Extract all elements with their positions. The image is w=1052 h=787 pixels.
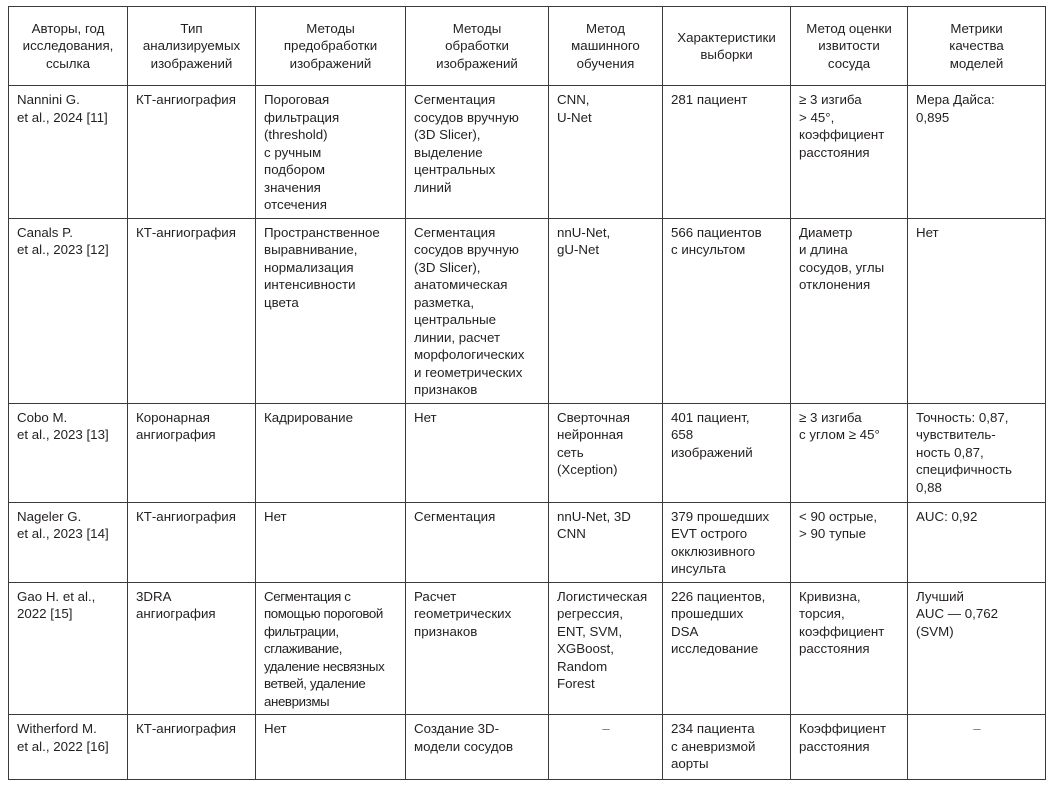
cell-metrics: Нет	[908, 218, 1046, 403]
studies-table	[8, 6, 1046, 780]
table-row	[9, 582, 1046, 715]
cell-processing: Сегментация	[406, 502, 549, 582]
cell-tortuosity-method: Кривизна, торсия, коэффициент расстояния	[791, 582, 908, 715]
cell-processing: Создание 3D- модели сосудов	[406, 715, 549, 780]
cell-ml-method: –	[549, 715, 663, 780]
cell-preprocessing: Кадрирование	[256, 403, 406, 502]
cell-sample: 566 пациентов с инсультом	[663, 218, 791, 403]
cell-metrics: –	[908, 715, 1046, 780]
cell-authors: Canals P. et al., 2023 [12]	[9, 218, 128, 403]
cell-preprocessing: Сегментация с помощью пороговой фильтрации, сглаживание, удаление несвязных ветвей, удаление аневризмы	[256, 582, 406, 715]
cell-image-type: КТ-ангиография	[128, 502, 256, 582]
cell-tortuosity-method: < 90 острые, > 90 тупые	[791, 502, 908, 582]
table-row	[9, 86, 1046, 219]
cell-preprocessing: Нет	[256, 715, 406, 780]
cell-preprocessing: Пороговая фильтрация (threshold) с ручным подбором значения отсечения	[256, 86, 406, 219]
cell-sample: 401 пациент, 658 изображений	[663, 403, 791, 502]
cell-metrics: Мера Дайса: 0,895	[908, 86, 1046, 219]
table-row	[9, 715, 1046, 780]
header-tortuosity-method: Метод оценки извитости сосуда	[791, 7, 908, 86]
table-row	[9, 502, 1046, 582]
cell-processing: Нет	[406, 403, 549, 502]
cell-metrics: Точность: 0,87, чувствитель- ность 0,87, специфичность 0,88	[908, 403, 1046, 502]
cell-ml-method: Логистическая регрессия, ENT, SVM, XGBoost, Random Forest	[549, 582, 663, 715]
header-row	[9, 7, 1046, 86]
header-ml-method: Метод машинного обучения	[549, 7, 663, 86]
header-authors: Авторы, год исследования, ссылка	[9, 7, 128, 86]
cell-image-type: Коронарная ангиография	[128, 403, 256, 502]
cell-tortuosity-method: ≥ 3 изгиба > 45°, коэффициент расстояния	[791, 86, 908, 219]
header-processing: Методы обработки изображений	[406, 7, 549, 86]
cell-image-type: 3DRA ангиография	[128, 582, 256, 715]
cell-authors: Nannini G. et al., 2024 [11]	[9, 86, 128, 219]
table-row	[9, 218, 1046, 403]
cell-ml-method: Сверточная нейронная сеть (Xception)	[549, 403, 663, 502]
cell-ml-method: CNN, U-Net	[549, 86, 663, 219]
header-metrics: Метрики качества моделей	[908, 7, 1046, 86]
cell-tortuosity-method: Диаметр и длина сосудов, углы отклонения	[791, 218, 908, 403]
cell-authors: Cobo M. et al., 2023 [13]	[9, 403, 128, 502]
cell-tortuosity-method: Коэффициент расстояния	[791, 715, 908, 780]
cell-ml-method: nnU-Net, 3D CNN	[549, 502, 663, 582]
header-sample: Характеристики выборки	[663, 7, 791, 86]
cell-authors: Witherford M. et al., 2022 [16]	[9, 715, 128, 780]
header-image-type: Тип анализируемых изображений	[128, 7, 256, 86]
cell-ml-method: nnU-Net, gU-Net	[549, 218, 663, 403]
table-row	[9, 403, 1046, 502]
cell-authors: Nageler G. et al., 2023 [14]	[9, 502, 128, 582]
cell-tortuosity-method: ≥ 3 изгиба с углом ≥ 45°	[791, 403, 908, 502]
cell-authors: Gao H. et al., 2022 [15]	[9, 582, 128, 715]
cell-sample: 281 пациент	[663, 86, 791, 219]
cell-image-type: КТ-ангиография	[128, 715, 256, 780]
cell-preprocessing: Нет	[256, 502, 406, 582]
cell-preprocessing: Пространственное выравнивание, нормализация интенсивности цвета	[256, 218, 406, 403]
cell-metrics: Лучший AUC — 0,762 (SVM)	[908, 582, 1046, 715]
cell-metrics: AUC: 0,92	[908, 502, 1046, 582]
cell-image-type: КТ-ангиография	[128, 86, 256, 219]
header-preprocessing: Методы предобработки изображений	[256, 7, 406, 86]
cell-processing: Сегментация сосудов вручную (3D Slicer), анатомическая разметка, центральные линии, расчет морфологических и геометрических признаков	[406, 218, 549, 403]
cell-processing: Сегментация сосудов вручную (3D Slicer), выделение центральных линий	[406, 86, 549, 219]
cell-sample: 234 пациента с аневризмой аорты	[663, 715, 791, 780]
cell-processing: Расчет геометрических признаков	[406, 582, 549, 715]
cell-image-type: КТ-ангиография	[128, 218, 256, 403]
cell-sample: 226 пациентов, прошедших DSA исследование	[663, 582, 791, 715]
cell-sample: 379 прошедших EVT острого окклюзивного инсульта	[663, 502, 791, 582]
